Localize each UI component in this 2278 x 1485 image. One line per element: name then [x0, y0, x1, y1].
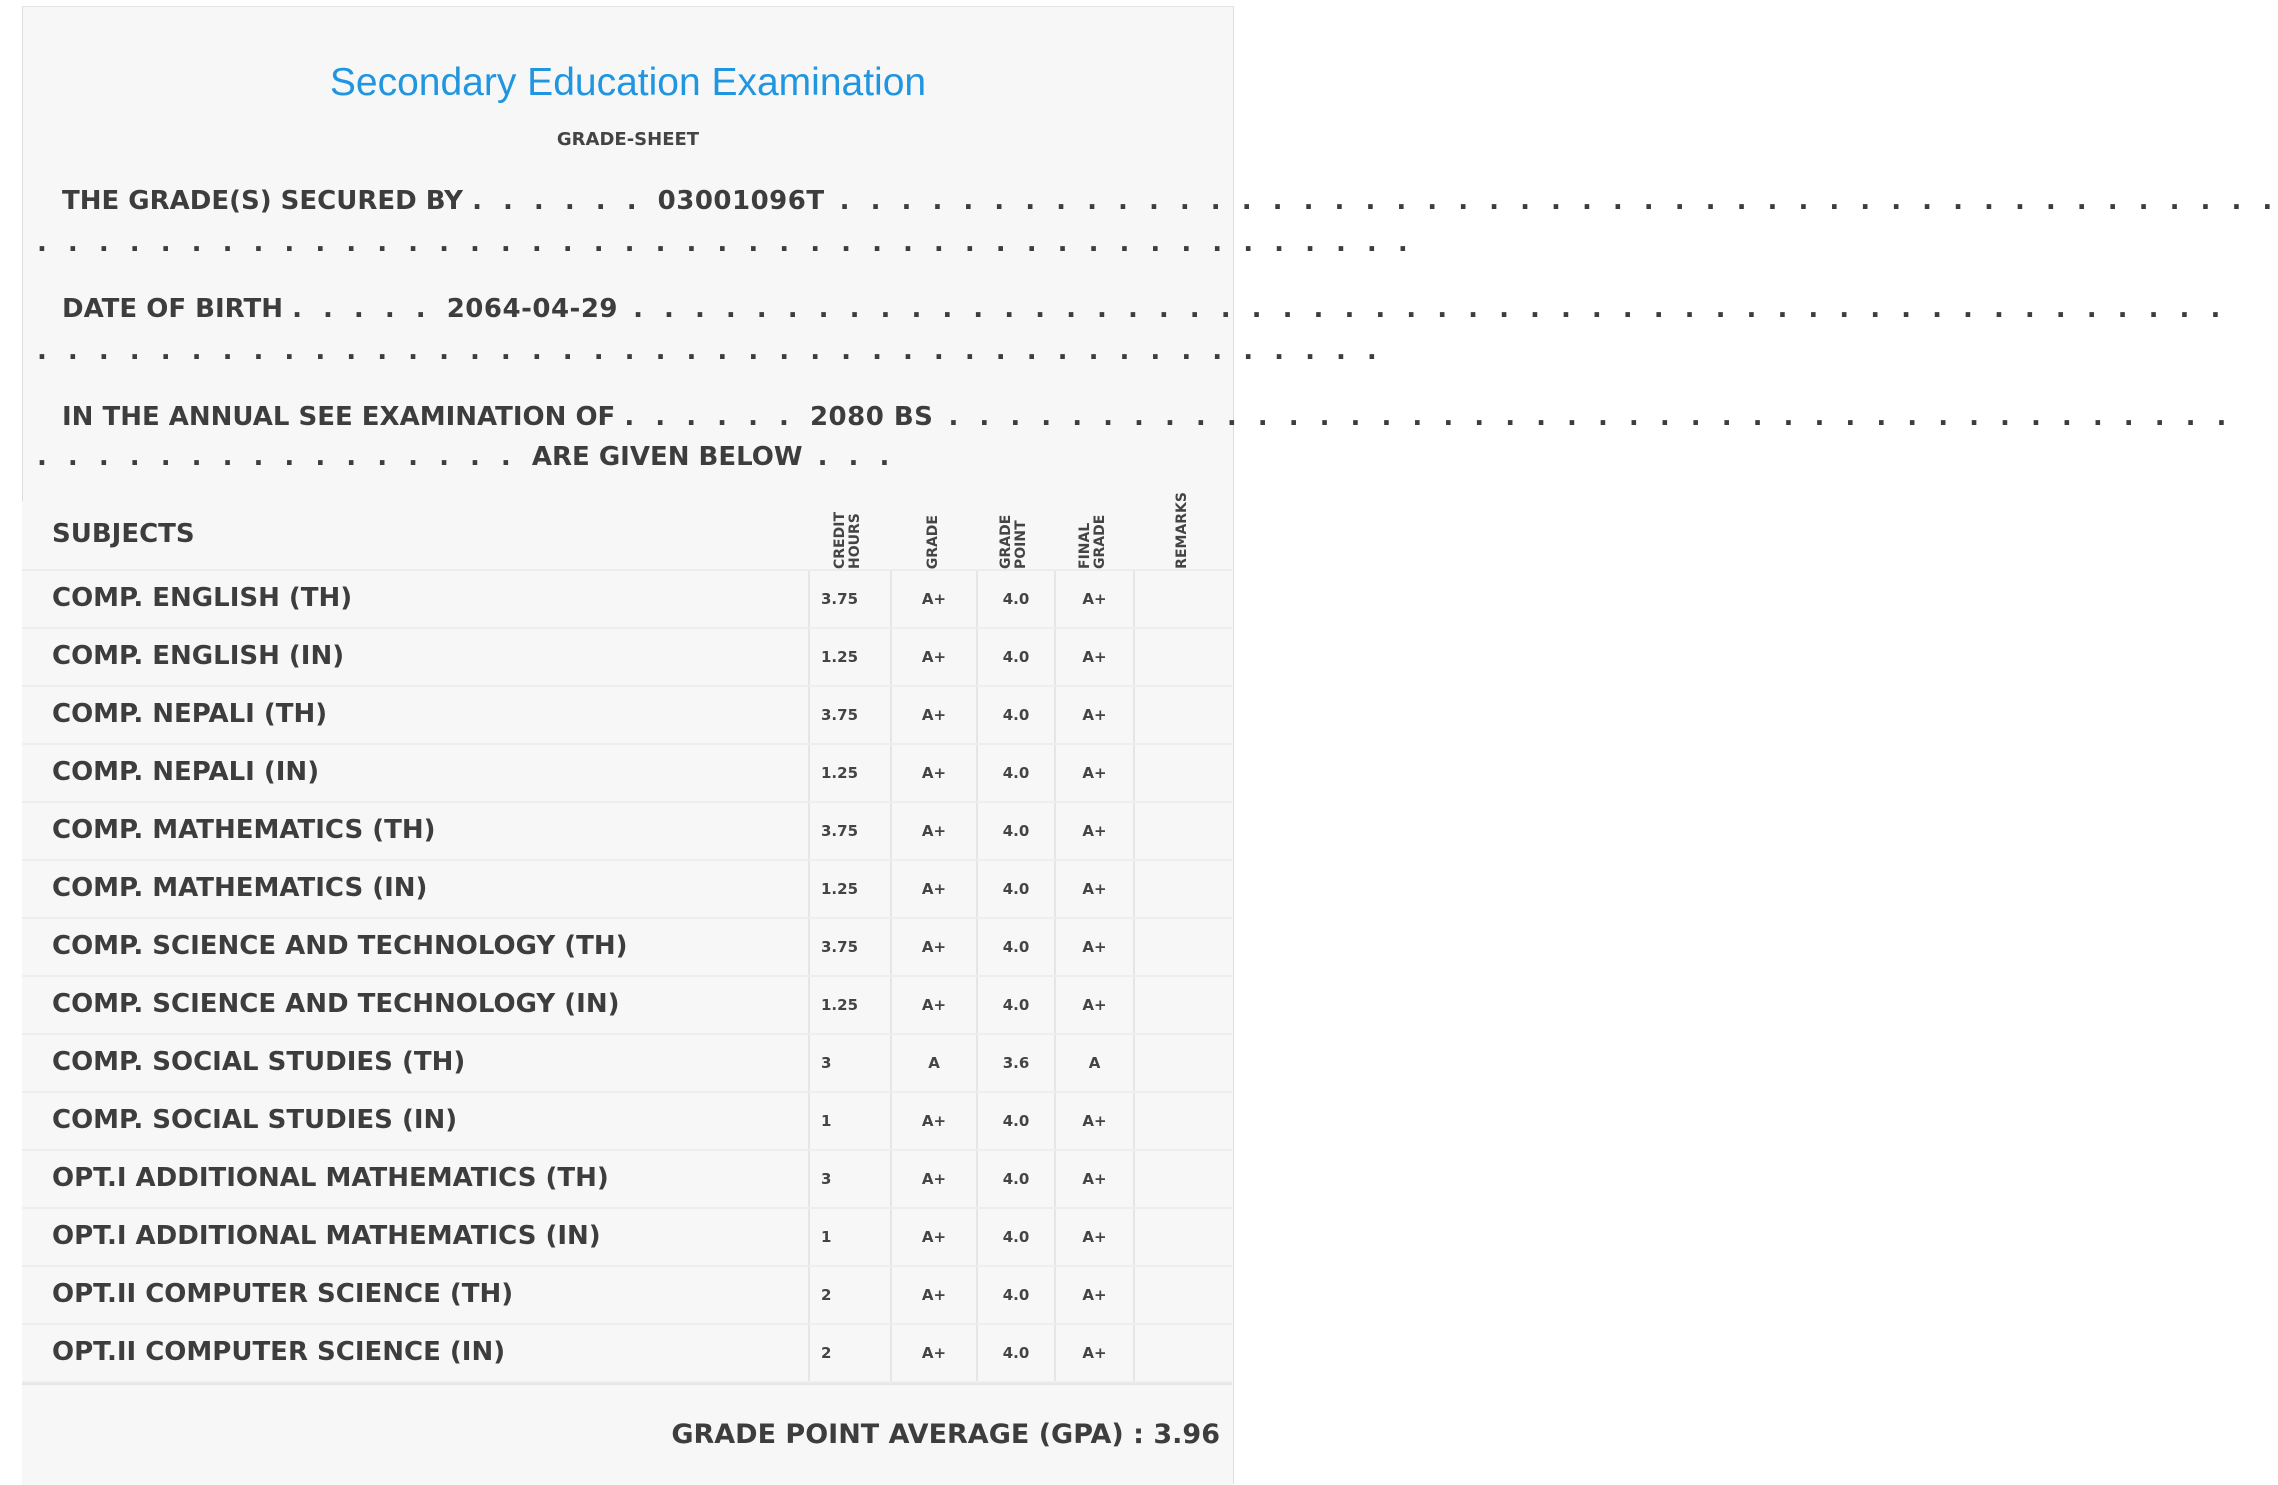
gpa-summary	[671, 1419, 1220, 1450]
table-row	[22, 919, 1232, 977]
grade-point-cell: 4.0	[976, 571, 1054, 627]
credit-hours-cell: 3.75	[808, 919, 890, 975]
grade-sheet: Secondary Education Examination GRADE-SHEET THE GRADE(S) SECURED BY . . . . . . 03001096T . . . . . . . . . . . . . . . . . . . . . . . . . . . . . . . . . . . . . . . . . . . . . . . . . . . . . . . . . . . . . . . . . . . . . . . . . . . . . . . . . . . . . . . . . . . . DATE OF BIRTH . . . . . 2064-04-29 . . . . . . . . . . . . . . . . . . . . . . . . . . . . . . . . . . . . . . . . . . . . . . . . . . . . . . . . . . . . . . . . . . . . . . . . . . . . . . . . . . . . . . . . . . . . . . . . IN THE ANNUAL SEE EXAMINATION OF . . . . . . 2080 BS . . . . . . . . . . . . . . . . . . . . . . . . . . . . . . . . . . . . . . . . . . . . . . . . . . . . . . . . . . ARE GIVEN BELOW . . .	[22, 6, 1234, 1484]
grade-cell: A+	[890, 1093, 976, 1149]
final-grade-cell: A	[1054, 1035, 1133, 1091]
subject-cell: COMP. SCIENCE AND TECHNOLOGY (IN)	[52, 989, 620, 1019]
remarks-cell	[1133, 571, 1232, 627]
table-row	[22, 1035, 1232, 1093]
table-row	[22, 1325, 1232, 1383]
grade-cell: A+	[890, 1209, 976, 1265]
table-body	[22, 571, 1232, 1383]
credit-hours-cell: 1.25	[808, 745, 890, 801]
credit-hours-cell: 1	[808, 1209, 890, 1265]
credit-hours-cell: 2	[808, 1267, 890, 1323]
grade-point-cell: 4.0	[976, 977, 1054, 1033]
subject-cell: COMP. ENGLISH (IN)	[52, 641, 345, 671]
remarks-cell	[1133, 1035, 1232, 1091]
credit-hours-cell: 1.25	[808, 861, 890, 917]
final-grade-cell: A+	[1054, 1093, 1133, 1149]
table-row	[22, 745, 1232, 803]
grades-table	[22, 492, 1232, 1383]
subject-cell: OPT.I ADDITIONAL MATHEMATICS (IN)	[52, 1221, 601, 1251]
table-row	[22, 1093, 1232, 1151]
given-below-line: . . . . . . . . . . . . . . . . ARE GIVEN BELOW . . .	[37, 442, 896, 472]
credit-hours-cell: 3.75	[808, 687, 890, 743]
remarks-cell	[1133, 977, 1232, 1033]
subject-cell: OPT.I ADDITIONAL MATHEMATICS (TH)	[52, 1163, 609, 1193]
credit-hours-cell: 3.75	[808, 571, 890, 627]
grade-cell: A+	[890, 977, 976, 1033]
remarks-cell	[1133, 629, 1232, 685]
dob-value: 2064-04-29	[446, 294, 619, 324]
grade-point-cell: 4.0	[976, 861, 1054, 917]
remarks-cell	[1133, 1267, 1232, 1323]
final-grade-cell: A+	[1054, 1325, 1133, 1381]
grade-point-cell: 4.0	[976, 687, 1054, 743]
symbol-number: 03001096T	[657, 186, 825, 216]
subject-cell: OPT.II COMPUTER SCIENCE (TH)	[52, 1279, 514, 1309]
gpa-footer	[22, 1383, 1232, 1485]
grade-cell: A+	[890, 571, 976, 627]
subject-cell: COMP. ENGLISH (TH)	[52, 583, 353, 613]
remarks-cell	[1133, 687, 1232, 743]
dob-label: DATE OF BIRTH	[62, 294, 283, 324]
table-row	[22, 803, 1232, 861]
subject-cell: COMP. NEPALI (TH)	[52, 699, 328, 729]
table-row	[22, 861, 1232, 919]
credit-hours-cell: 1.25	[808, 629, 890, 685]
final-grade-cell: A+	[1054, 919, 1133, 975]
remarks-cell	[1133, 745, 1232, 801]
exam-line: IN THE ANNUAL SEE EXAMINATION OF . . . . . . 2080 BS . . . . . . . . . . . . . . . . . . . . . . . . . . . . . . . . . . . . . . . . . .	[37, 399, 1217, 435]
page-subtitle: GRADE-SHEET	[556, 129, 700, 150]
header-final-grade: FINAL GRADE	[1076, 514, 1108, 569]
exam-label: IN THE ANNUAL SEE EXAMINATION OF	[62, 402, 616, 432]
final-grade-cell: A+	[1054, 571, 1133, 627]
remarks-cell	[1133, 803, 1232, 859]
grade-cell: A+	[890, 629, 976, 685]
header-grade-point: GRADE POINT	[998, 514, 1029, 569]
grade-point-cell: 4.0	[976, 1093, 1054, 1149]
grade-cell: A+	[890, 1267, 976, 1323]
table-row	[22, 629, 1232, 687]
table-row	[22, 977, 1232, 1035]
grade-point-cell: 4.0	[976, 1151, 1054, 1207]
remarks-cell	[1133, 861, 1232, 917]
final-grade-cell: A+	[1054, 687, 1133, 743]
table-header	[22, 492, 1232, 571]
grade-point-cell: 3.6	[976, 1035, 1054, 1091]
table-row	[22, 1151, 1232, 1209]
credit-hours-cell: 1	[808, 1093, 890, 1149]
subject-cell: COMP. MATHEMATICS (TH)	[52, 815, 436, 845]
grade-point-cell: 4.0	[976, 1325, 1054, 1381]
dob-line: DATE OF BIRTH . . . . . 2064-04-29 . . . . . . . . . . . . . . . . . . . . . . . . . . . . . . . . . . . . . . . . . . . . . . . . . . . .	[37, 291, 1217, 327]
table-row	[22, 1267, 1232, 1325]
table-row	[22, 1209, 1232, 1267]
final-grade-cell: A+	[1054, 629, 1133, 685]
credit-hours-cell: 1.25	[808, 977, 890, 1033]
gpa-value: 3.96	[1153, 1419, 1220, 1450]
grade-cell: A+	[890, 861, 976, 917]
subject-cell: COMP. MATHEMATICS (IN)	[52, 873, 428, 903]
table-row	[22, 571, 1232, 629]
credit-hours-cell: 3.75	[808, 803, 890, 859]
header-credit-hours: CREDIT HOURS	[832, 512, 863, 569]
remarks-cell	[1133, 1093, 1232, 1149]
grade-cell: A+	[890, 1325, 976, 1381]
grade-cell: A	[890, 1035, 976, 1091]
final-grade-cell: A+	[1054, 803, 1133, 859]
secured-by-label: THE GRADE(S) SECURED BY	[62, 186, 463, 216]
final-grade-cell: A+	[1054, 1209, 1133, 1265]
grade-cell: A+	[890, 803, 976, 859]
gpa-label: GRADE POINT AVERAGE (GPA) :	[671, 1419, 1144, 1450]
page-title: Secondary Education Examination	[329, 61, 927, 104]
grade-point-cell: 4.0	[976, 629, 1054, 685]
final-grade-cell: A+	[1054, 745, 1133, 801]
grade-cell: A+	[890, 919, 976, 975]
remarks-cell	[1133, 1209, 1232, 1265]
final-grade-cell: A+	[1054, 1267, 1133, 1323]
grade-point-cell: 4.0	[976, 803, 1054, 859]
grade-cell: A+	[890, 745, 976, 801]
grade-cell: A+	[890, 687, 976, 743]
table-row	[22, 687, 1232, 745]
exam-year: 2080 BS	[809, 402, 934, 432]
header-subjects: SUBJECTS	[52, 519, 195, 549]
credit-hours-cell: 3	[808, 1151, 890, 1207]
subject-cell: COMP. SOCIAL STUDIES (TH)	[52, 1047, 466, 1077]
subject-cell: COMP. NEPALI (IN)	[52, 757, 320, 787]
subject-cell: COMP. SCIENCE AND TECHNOLOGY (TH)	[52, 931, 628, 961]
final-grade-cell: A+	[1054, 1151, 1133, 1207]
given-below-text: ARE GIVEN BELOW	[531, 442, 803, 472]
remarks-cell	[1133, 919, 1232, 975]
header-grade: GRADE	[924, 514, 941, 569]
credit-hours-cell: 2	[808, 1325, 890, 1381]
grade-point-cell: 4.0	[976, 919, 1054, 975]
grade-point-cell: 4.0	[976, 1267, 1054, 1323]
final-grade-cell: A+	[1054, 977, 1133, 1033]
remarks-cell	[1133, 1325, 1232, 1381]
grade-cell: A+	[890, 1151, 976, 1207]
credit-hours-cell: 3	[808, 1035, 890, 1091]
header-remarks: REMARKS	[1174, 492, 1190, 569]
subject-cell: OPT.II COMPUTER SCIENCE (IN)	[52, 1337, 506, 1367]
grade-point-cell: 4.0	[976, 745, 1054, 801]
final-grade-cell: A+	[1054, 861, 1133, 917]
grade-point-cell: 4.0	[976, 1209, 1054, 1265]
subject-cell: COMP. SOCIAL STUDIES (IN)	[52, 1105, 458, 1135]
secured-by-line: THE GRADE(S) SECURED BY . . . . . . 03001096T . . . . . . . . . . . . . . . . . . . . . . . . . . . . . . . . . . . . . . . . . . . . . . .	[37, 183, 1217, 219]
remarks-cell	[1133, 1151, 1232, 1207]
